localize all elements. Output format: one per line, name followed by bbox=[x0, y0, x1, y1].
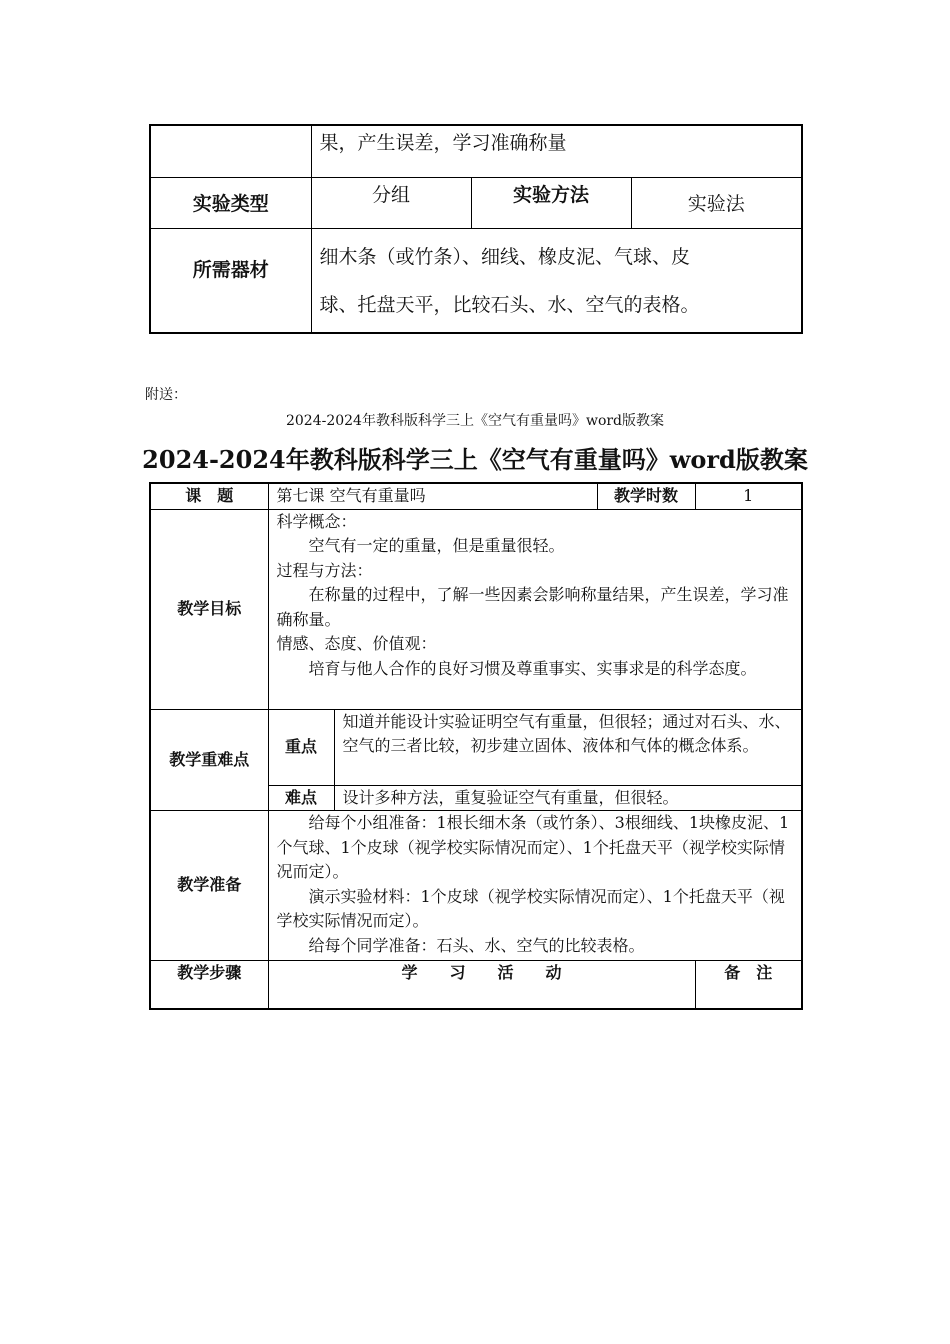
materials-table bbox=[149, 124, 803, 334]
focus-label: 重点 bbox=[268, 709, 334, 785]
materials-value bbox=[311, 228, 802, 333]
experiment-method-label: 实验方法 bbox=[471, 177, 631, 228]
continued-text: 果，产生误差，学习准确称量 bbox=[311, 125, 802, 177]
focus-text: 知道并能设计实验证明空气有重量，但很轻；通过对石头、水、空气的三者比较，初步建立固体、液体和气体的概念体系。 bbox=[334, 709, 802, 785]
goals-label: 教学目标 bbox=[150, 509, 268, 709]
preparation-paragraph: 给每个小组准备：1根长细木条（或竹条）、3根细线、1块橡皮泥、1个气球、1个皮球（视学校实际情况而定）、1个托盘天平（视学校实际情况而定）。 bbox=[276, 813, 790, 881]
goals-line: 培育与他人合作的良好习惯及尊重事实、实事求是的科学态度。 bbox=[308, 658, 757, 678]
experiment-type-value: 分组 bbox=[311, 177, 471, 228]
key-points-label: 教学重难点 bbox=[150, 709, 268, 811]
steps-label: 教学步骤 bbox=[150, 961, 268, 1009]
goals-line: 过程与方法： bbox=[276, 560, 373, 580]
appendix-subtitle: 2024-2024年教科版科学三上《空气有重量吗》word版教案 bbox=[285, 413, 665, 429]
difficulty-label: 难点 bbox=[268, 785, 334, 811]
topic-value: 第七课 空气有重量吗 bbox=[268, 483, 597, 509]
hours-label: 教学时数 bbox=[597, 483, 695, 509]
experiment-method-value: 实验法 bbox=[631, 177, 802, 228]
remarks-label: 备 注 bbox=[695, 961, 802, 1009]
lesson-plan-table bbox=[149, 482, 803, 1010]
materials-label: 所需器材 bbox=[150, 228, 311, 333]
goals-line: 科学概念： bbox=[276, 511, 357, 531]
appendix-note: 附送： bbox=[145, 387, 187, 403]
activity-label: 学 习 活 动 bbox=[268, 961, 695, 1009]
goals-content bbox=[268, 509, 802, 709]
experiment-type-label: 实验类型 bbox=[150, 177, 311, 228]
preparation-label: 教学准备 bbox=[150, 811, 268, 961]
goals-line: 在称量的过程中，了解一些因素会影响称量结果，产生误差，学习准确称量。 bbox=[276, 585, 789, 629]
preparation-paragraph: 给每个同学准备：石头、水、空气的比较表格。 bbox=[308, 935, 645, 955]
difficulty-text: 设计多种方法，重复验证空气有重量，但很轻。 bbox=[334, 785, 802, 811]
page-title: 2024-2024年教科版科学三上《空气有重量吗》word版教案 bbox=[142, 445, 808, 474]
topic-label: 课 题 bbox=[150, 483, 268, 509]
materials-line-2: 球、托盘天平，比较石头、水、空气的表格。 bbox=[319, 293, 700, 316]
goals-line: 情感、态度、价值观： bbox=[276, 634, 437, 653]
materials-line-1: 细木条（或竹条）、细线、橡皮泥、气球、皮 bbox=[319, 245, 691, 268]
preparation-content bbox=[268, 811, 802, 961]
goals-line: 空气有一定的重量，但是重量很轻。 bbox=[308, 536, 565, 555]
hours-value: 1 bbox=[695, 483, 802, 509]
preparation-paragraph: 演示实验材料：1个皮球（视学校实际情况而定）、1个托盘天平（视学校实际情况而定）。 bbox=[276, 886, 785, 930]
empty-cell bbox=[150, 125, 311, 177]
